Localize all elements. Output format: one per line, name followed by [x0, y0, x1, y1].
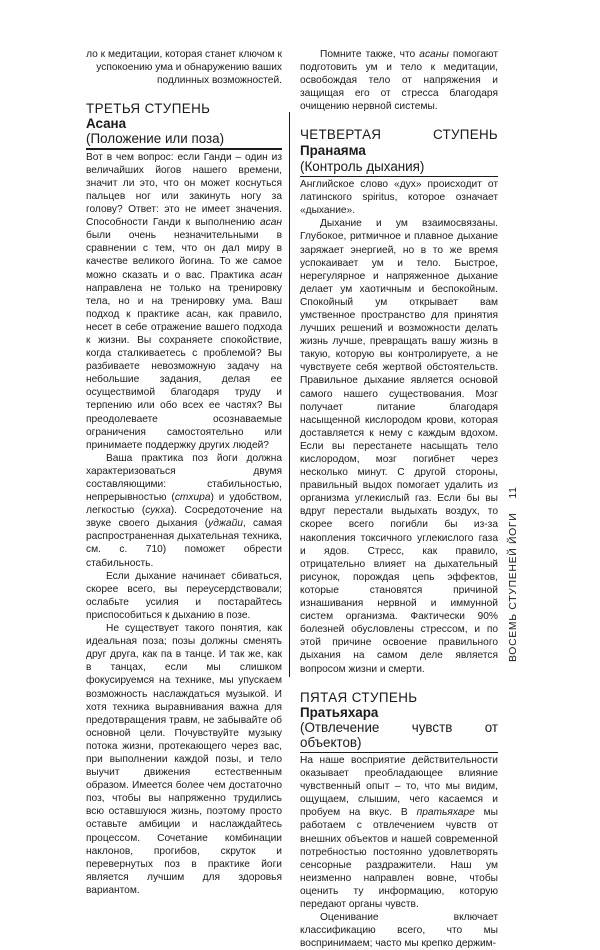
asana-paragraph-2: Ваша практика поз йоги должна характеризоваться двумя составляющими: стабильностью, непрерывностью (стхира) и удобством, легкостью (сукха). Сосредоточение на звуке своего дыхания (уджайи, самая распространенная дыхательная техника, см. с. 710) поможет обрести стабильность. [86, 452, 283, 569]
step5-heading: ПЯТАЯ СТУПЕНЬ [300, 689, 418, 705]
step5-header [300, 690, 498, 753]
step4-subtitle: (Контроль дыхания) [300, 158, 425, 174]
asana-paragraph-1: Вот в чем вопрос: если Ганди – один из величайших йогов нашего времени, значит ли это, что он может коснуться пальцев ног или закинуть ногу за голову? Ответ: это не имеет значения. Способности Ганди к выполнению асан были очень незначительными в сравнении с тем, что он дал миру в качестве великого йогина. То же самое можно сказать и о вас. Практика асан направлена не только на тренировку тела, но и на тренировку ума. Ваш подход к практике асан, как правило, несет в себе отражение вашего подхода к жизни. Вы сохраняете спокойствие, когда сталкиваетесь с проблемой? Вы разбиваете невозможную задачу на небольшие задания, делая ее осуществимой благодаря труду и терпению или обо всех ее частях? Вы преодолеваете осознаваемые ограничения самостоятельно или принимаете поддержку других людей? [86, 151, 282, 451]
step5-name: Пратьяхара [300, 704, 379, 720]
running-title: ВОСЕМЬ СТУПЕНЕЙ ЙОГИ [508, 512, 519, 662]
step4-rule [300, 176, 498, 177]
continuation-paragraph: ло к медитации, которая станет ключом к успокоению ума и обнаружению ваших подлинных возможностей. [86, 49, 282, 87]
asana-paragraph-3: Если дыхание начинает сбиваться, скорее всего, вы переусердствовали; ослабьте усилия и постарайтесь приспособиться к дыханию в позе. [86, 570, 282, 621]
column-divider [289, 112, 290, 677]
pranayama-paragraph-2: Дыхание и ум взаимосвязаны. Глубокое, ритмичное и плавное дыхание заряжает энергией, но в то же время успокаивает ум и тело. Быстрое, нерегулярное и напряженное дыхание делает ум хаотичным и беспокойным. Спокойный ум открывает вам умственное пространство для принятия лучших решений и возможности делать жизнь лучше, превращать вашу жизнь в такую, которую вы контролируете, а не чувствуете себя жертвой обстоятельств. Правильное дыхание является основой самого нашего существования. Мозг получает питание благодаря насыщенной кислородом крови, которая доставляется к нему с каждым вдохом. Если вы перестанете насыщать тело кислородом, мозг погибнет через несколько минут. С другой стороны, правильный выдох помогает удалить из организма углекислый газ. Если бы вы вдруг перестали выдыхать воздух, то скорее всего погибли бы из-за накопления токсичного углекислого газа и ядов. Стресс, как правило, отрицательно влияет на дыхательный рисунок, порождая цепь эффектов, которые становятся причиной изнашивания нервной и иммунной систем организма. Фактически 90% болезней обусловлены стрессом, и по этой причине освоение правильного дыхания на самом деле является вопросом жизни и смерти. [300, 218, 498, 675]
step3-rule [86, 148, 282, 149]
running-footer [508, 486, 519, 662]
step4-heading: ЧЕТВЕРТАЯ СТУПЕНЬ [300, 127, 498, 143]
pranayama-paragraph-1: Английское слово «дух» происходит от латинского spiritus, которое означает «дыхание». [300, 179, 498, 217]
pratyahara-paragraph-2: Оценивание включает классификацию всего, что мы воспринимаем; часто мы крепко держим- [300, 912, 498, 950]
step3-name: Асана [86, 116, 127, 132]
right-column [300, 48, 498, 950]
step3-header [86, 101, 282, 149]
left-column [86, 48, 282, 897]
asana-closing-paragraph: Помните также, что асаны помогают подготовить ум и тело к медитации, освобождая тело от напряжения и защищая его от стресса благодаря очищению нервной системы. [300, 49, 498, 113]
step3-heading: ТРЕТЬЯ СТУПЕНЬ [86, 101, 211, 117]
step5-subtitle: (Отвлечение чувств от объектов) [300, 719, 498, 750]
step3-subtitle: (Положение или поза) [86, 131, 225, 147]
step4-name: Пранаяма [300, 142, 366, 158]
pratyahara-paragraph-1: На наше восприятие действительности оказывает преобладающее влияние чувственный опыт – то, что мы видим, ощущаем, слышим, чего касаемся и пробуем на вкус. В пратьяхаре мы работаем с отвлечением чувств от внешних объектов и нашей современной потребностью постоянно удовлетворять сенсорные раздражители. Наш ум неизменно направлен вовне, чтобы оценить ту информацию, которую передают органы чувств. [300, 755, 498, 911]
asana-paragraph-4: Не существует такого понятия, как идеальная поза; позы должны сменять друг друга, как па в танце. И так же, как в танцах, если мы слишком фокусируемся на технике, мы упускаем возможность наслаждаться музыкой. И хотя техника выравнивания важна для предотвращения травм, не забывайте об основной цели. Почувствуйте музыку потока жизни, протекающего через вас, при выполнении каждой позы, и тело выучит движения естественным образом. Имеется более чем достаточно поз, чтобы вы напряженно трудились всю оставшуюся жизнь, поэтому просто оставьте амбиции и наслаждайтесь процессом. Сочетание комбинации наклонов, прогибов, скруток и перевернутых поз в практике йоги является лучшим для здоровья вариантом. [86, 623, 282, 896]
step4-title-line [300, 127, 498, 158]
step4-header [300, 127, 498, 177]
page-number: 11 [508, 486, 519, 499]
step5-rule [300, 752, 498, 753]
